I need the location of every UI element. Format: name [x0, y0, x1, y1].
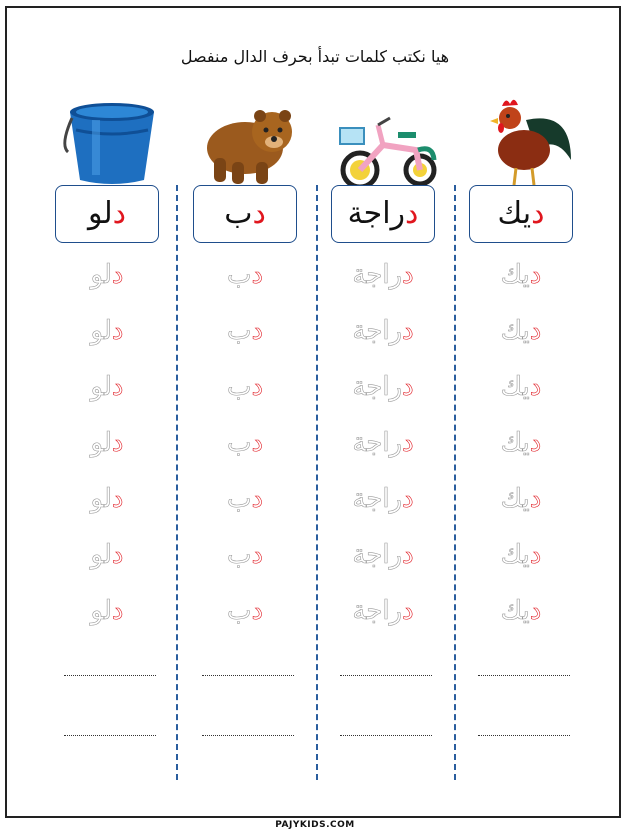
trace-word: دراجة: [352, 596, 414, 626]
trace-word: دب: [226, 316, 264, 346]
word-card: [193, 185, 297, 243]
trace-word: دلو: [90, 484, 124, 514]
trace-word: ديك: [500, 596, 542, 626]
word-first-letter: د: [252, 196, 266, 231]
trace-word: دلو: [90, 372, 124, 402]
trace-word: دب: [226, 540, 264, 570]
trace-word: دراجة: [352, 428, 414, 458]
worksheet-title: هيا نكتب كلمات تبدأ بحرف الدال منفصل: [180, 47, 450, 66]
trace-word: دراجة: [352, 484, 414, 514]
writing-line[interactable]: [64, 735, 156, 736]
column-separator: [176, 185, 178, 780]
word-card: [469, 185, 573, 243]
trace-word: ديك: [500, 260, 542, 290]
word-card: [331, 185, 435, 243]
writing-line[interactable]: [478, 675, 570, 676]
trace-word: دراجة: [352, 260, 414, 290]
column-rooster: [466, 90, 586, 790]
footer: [0, 812, 630, 831]
writing-line[interactable]: [478, 735, 570, 736]
footer-brand: PAJYKIDS.COM: [269, 820, 361, 830]
writing-line[interactable]: [340, 735, 432, 736]
trace-word: دلو: [90, 316, 124, 346]
writing-line[interactable]: [202, 735, 294, 736]
column-bucket: [52, 90, 172, 790]
trace-word: دب: [226, 372, 264, 402]
word-card: [55, 185, 159, 243]
word-rest: ب: [224, 196, 253, 231]
word-rest: لو: [88, 196, 113, 231]
trace-word: دب: [226, 428, 264, 458]
trace-word: ديك: [500, 484, 542, 514]
trace-word: ديك: [500, 540, 542, 570]
word-rest: راجة: [347, 196, 406, 231]
trace-word: دلو: [90, 596, 124, 626]
writing-line[interactable]: [202, 675, 294, 676]
column-separator: [316, 185, 318, 780]
trace-word: ديك: [500, 372, 542, 402]
column-separator: [454, 185, 456, 780]
trace-word: دلو: [90, 428, 124, 458]
writing-line[interactable]: [64, 675, 156, 676]
bucket-icon: [62, 90, 162, 190]
trace-word: دلو: [90, 540, 124, 570]
word-rest: يك: [497, 196, 532, 231]
trace-word: دراجة: [352, 372, 414, 402]
word-first-letter: د: [112, 196, 126, 231]
word-first-letter: د: [531, 196, 545, 231]
trace-word: دراجة: [352, 316, 414, 346]
bicycle-icon: [338, 90, 438, 190]
writing-line[interactable]: [340, 675, 432, 676]
column-bicycle: [328, 90, 448, 790]
trace-word: دراجة: [352, 540, 414, 570]
trace-word: ديك: [500, 428, 542, 458]
rooster-icon: [476, 90, 576, 190]
word-first-letter: د: [405, 196, 419, 231]
trace-word: دب: [226, 596, 264, 626]
trace-word: دلو: [90, 260, 124, 290]
trace-word: دب: [226, 260, 264, 290]
trace-word: دب: [226, 484, 264, 514]
trace-word: ديك: [500, 316, 542, 346]
column-bear: [190, 90, 310, 790]
bear-icon: [200, 90, 300, 190]
